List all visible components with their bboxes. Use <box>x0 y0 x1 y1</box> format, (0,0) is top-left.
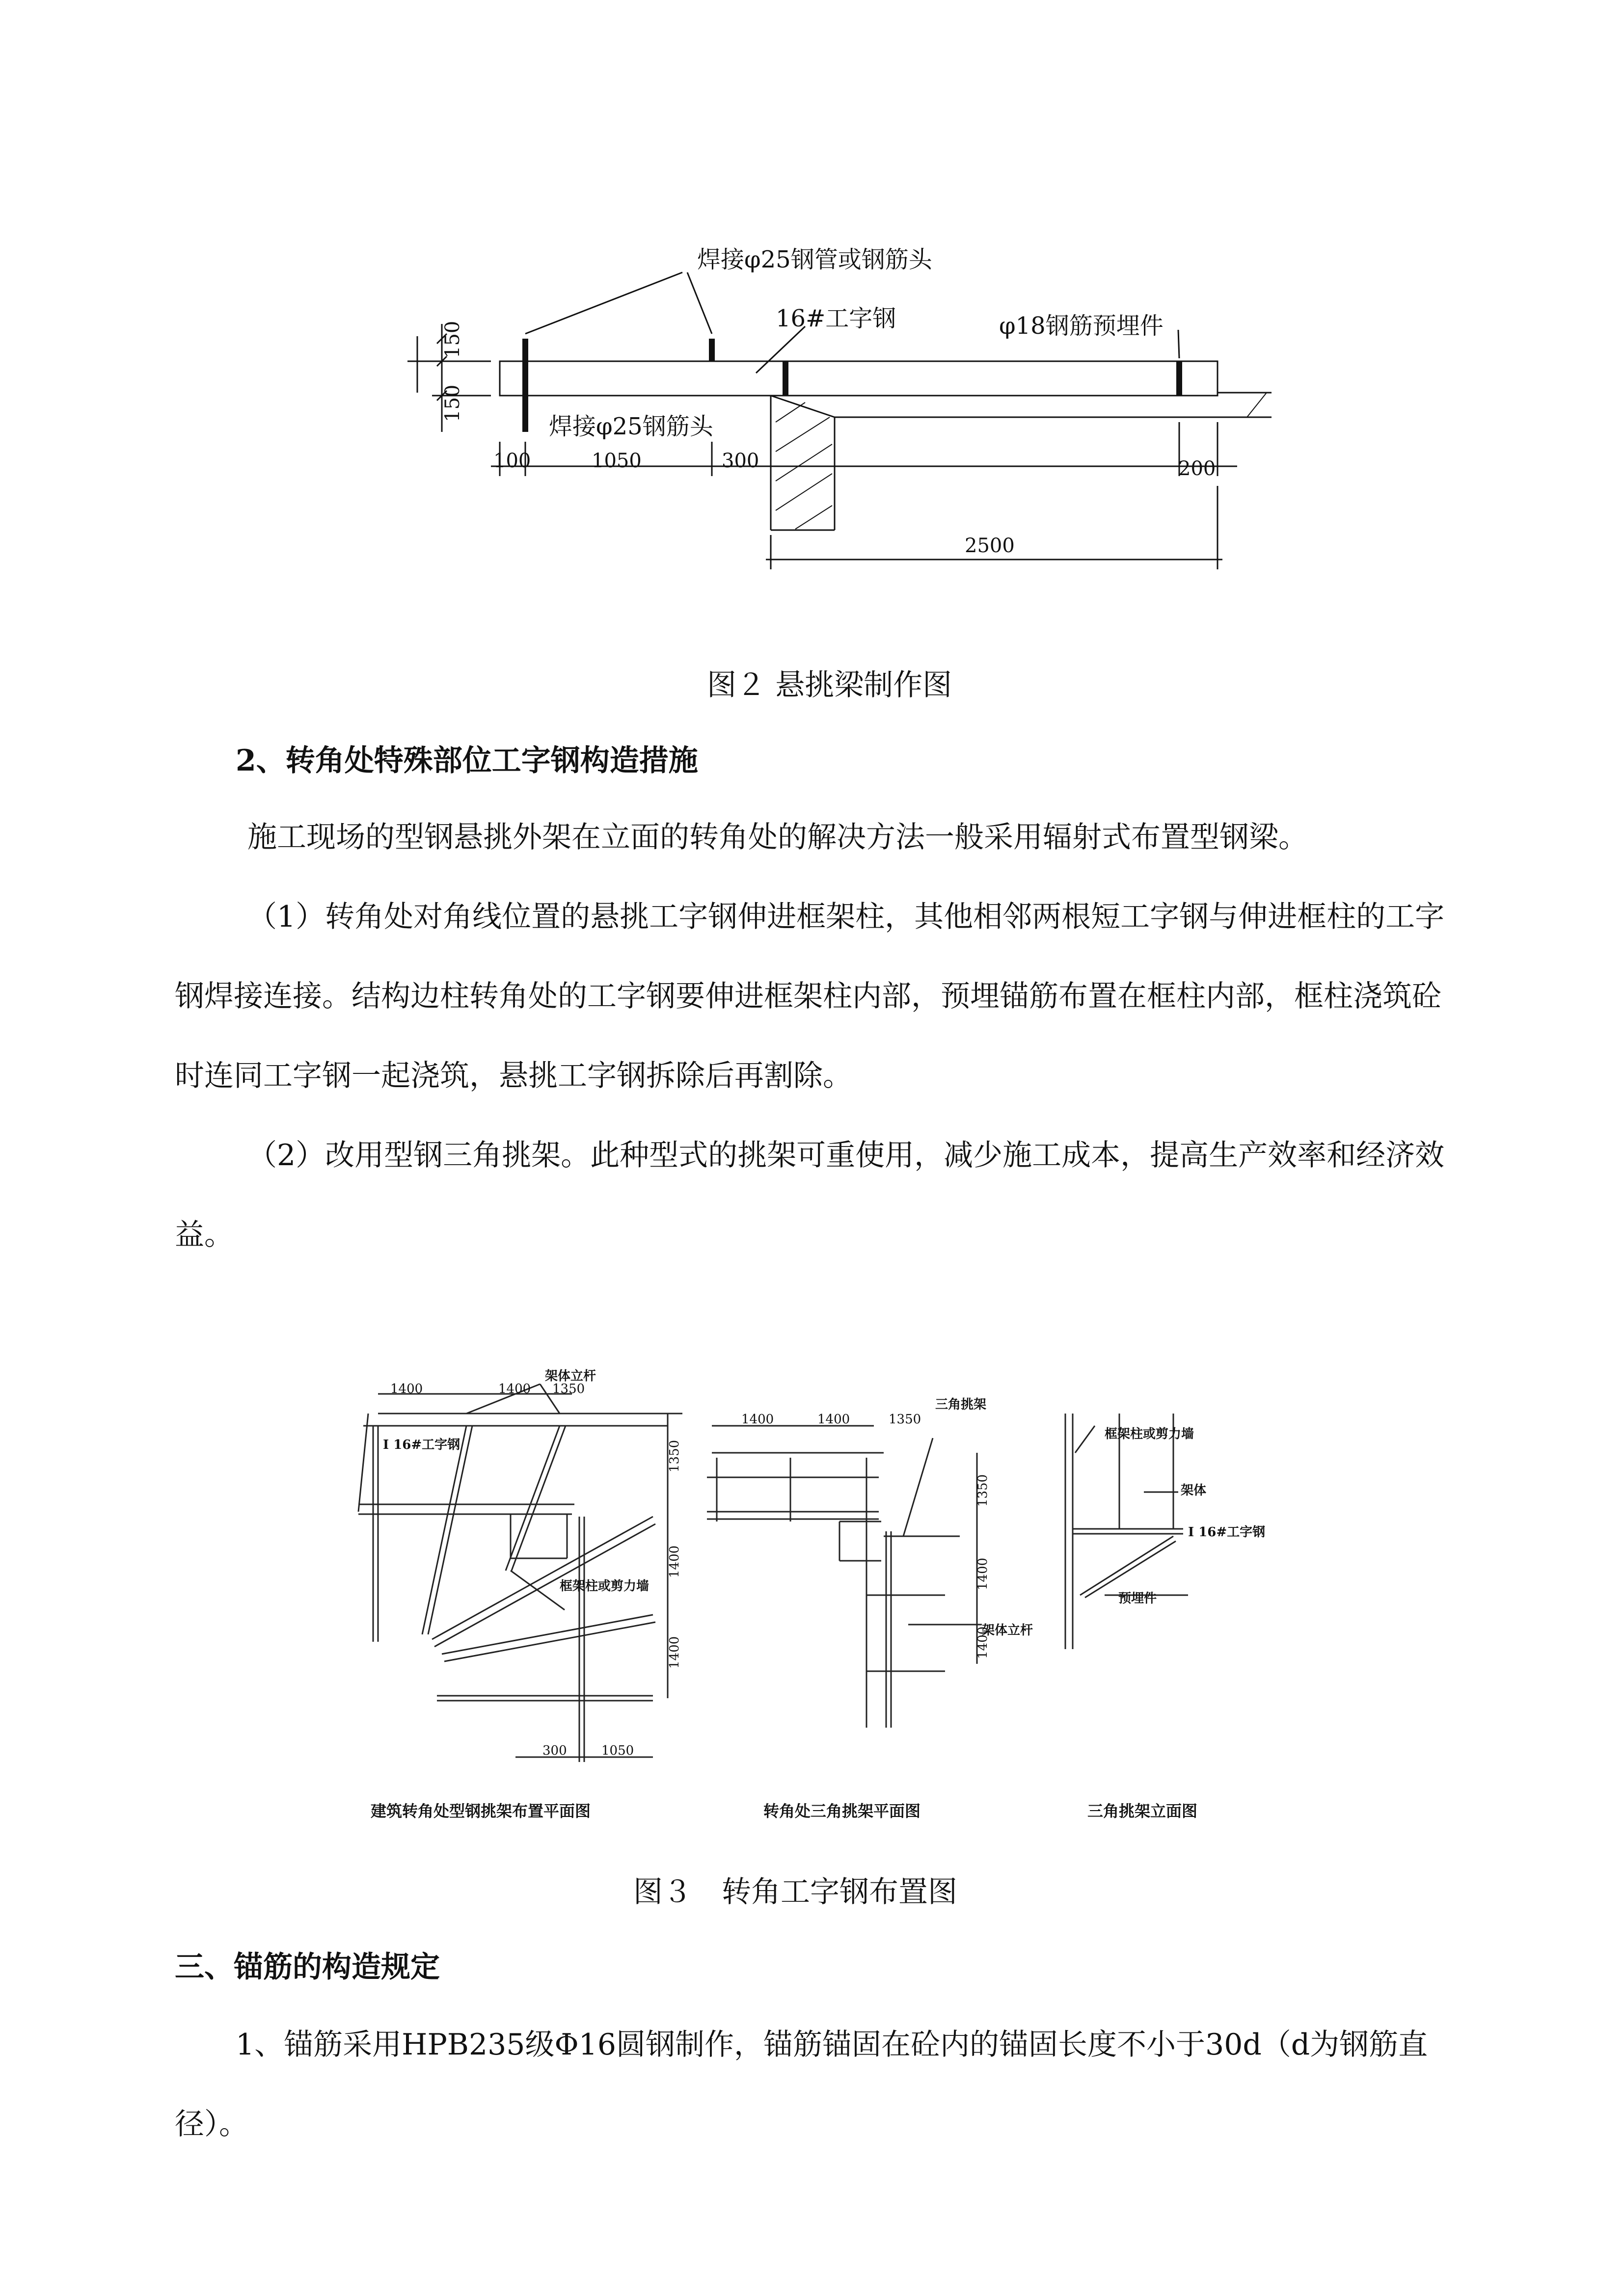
fig3-left-dim-300: 300 <box>542 1743 567 1758</box>
fig3-mid-vdim-1350: 1350 <box>975 1474 990 1507</box>
fig3-left-label-post: 架体立杆 <box>545 1369 596 1384</box>
fig3-left-vdim-1400a: 1400 <box>667 1545 682 1578</box>
fig3-right-label-frame: 架体 <box>1181 1483 1207 1498</box>
figure-2-drawing <box>393 231 1276 584</box>
fig3-mid-dim-1400a: 1400 <box>741 1412 774 1427</box>
section-2-heading: 2、转角处特殊部位工字钢构造措施 <box>236 744 698 778</box>
dim-1050: 1050 <box>592 450 642 472</box>
fig3-left-dim-1350: 1350 <box>552 1382 585 1396</box>
fig3-mid-dim-1400b: 1400 <box>817 1412 850 1427</box>
paragraph-intro: 施工现场的型钢悬挑外架在立面的转角处的解决方法一般采用辐射式布置型钢梁。 <box>247 820 1308 854</box>
dim-2500: 2500 <box>965 534 1015 557</box>
label-ibeam: 16#工字钢 <box>776 305 896 332</box>
fig3-middle-title: 转角处三角挑架平面图 <box>763 1802 921 1820</box>
fig3-mid-vdim-1400b: 1400 <box>975 1626 990 1659</box>
fig3-left-vdim-1400b: 1400 <box>667 1636 682 1669</box>
label-weld-top: 焊接φ25钢管或钢筋头 <box>697 246 932 273</box>
dim-200: 200 <box>1178 457 1216 480</box>
fig3-mid-dim-1350: 1350 <box>889 1412 921 1427</box>
figure-3-drawing <box>344 1364 1276 1831</box>
label-weld-bottom: 焊接φ25钢筋头 <box>549 413 713 440</box>
section-3-heading: 三、锚筋的构造规定 <box>175 1950 440 1984</box>
section-3-body <box>175 2005 1451 2164</box>
figure-2-caption: 图２ 悬挑梁制作图 <box>707 668 952 702</box>
dim-150-bottom: 150 <box>441 384 464 422</box>
fig3-right-label-embed: 预埋件 <box>1118 1591 1157 1606</box>
label-embed: φ18钢筋预埋件 <box>999 312 1164 340</box>
paragraph-anchor-item-1: 1、锚筋采用HPB235级Φ16圆钢制作，锚筋锚固在砼内的锚固长度不小于30d（d为钢筋直径）。 <box>175 2028 1428 2141</box>
fig3-mid-vdim-1400a: 1400 <box>975 1557 990 1590</box>
fig3-left-label-wall: 框架柱或剪力墙 <box>560 1579 650 1594</box>
fig3-left-vdim-1350: 1350 <box>667 1440 682 1472</box>
paragraph-item-2: （2）改用型钢三角挑架。此种型式的挑架可重使用，减少施工成本，提高生产效率和经济效益。 <box>175 1138 1445 1252</box>
ibeam-outline <box>500 361 1218 396</box>
dim-150-top: 150 <box>441 320 464 358</box>
fig3-right-label-ibeam: I 16#工字钢 <box>1188 1525 1266 1540</box>
section-2-body <box>175 798 1451 1275</box>
fig3-left-label-ibeam: I 16#工字钢 <box>383 1438 460 1452</box>
fig3-left-dim-1050: 1050 <box>601 1743 634 1758</box>
fig3-left-title: 建筑转角处型钢挑架布置平面图 <box>371 1802 591 1820</box>
fig3-right-title: 三角挑架立面图 <box>1087 1802 1198 1820</box>
dim-100: 100 <box>493 450 531 472</box>
fig3-right-label-wall: 框架柱或剪力墙 <box>1105 1427 1194 1442</box>
fig3-mid-label-post: 架体立杆 <box>982 1623 1033 1638</box>
fig3-left-dim-1400b: 1400 <box>498 1382 531 1396</box>
fig3-mid-label-triangle: 三角挑架 <box>935 1397 987 1412</box>
dim-300: 300 <box>722 450 759 472</box>
figure-3-caption: 图３ 转角工字钢布置图 <box>633 1875 957 1909</box>
fig3-left-dim-1400a: 1400 <box>390 1382 423 1396</box>
paragraph-item-1: （1）转角处对角线位置的悬挑工字钢伸进框架柱，其他相邻两根短工字钢与伸进框柱的工字钢焊接连接。结构边柱转角处的工字钢要伸进框架柱内部，预埋锚筋布置在框柱内部，框柱浇筑砼时连同工字钢一起浇筑，悬挑工字钢拆除后再割除。 <box>175 900 1445 1093</box>
